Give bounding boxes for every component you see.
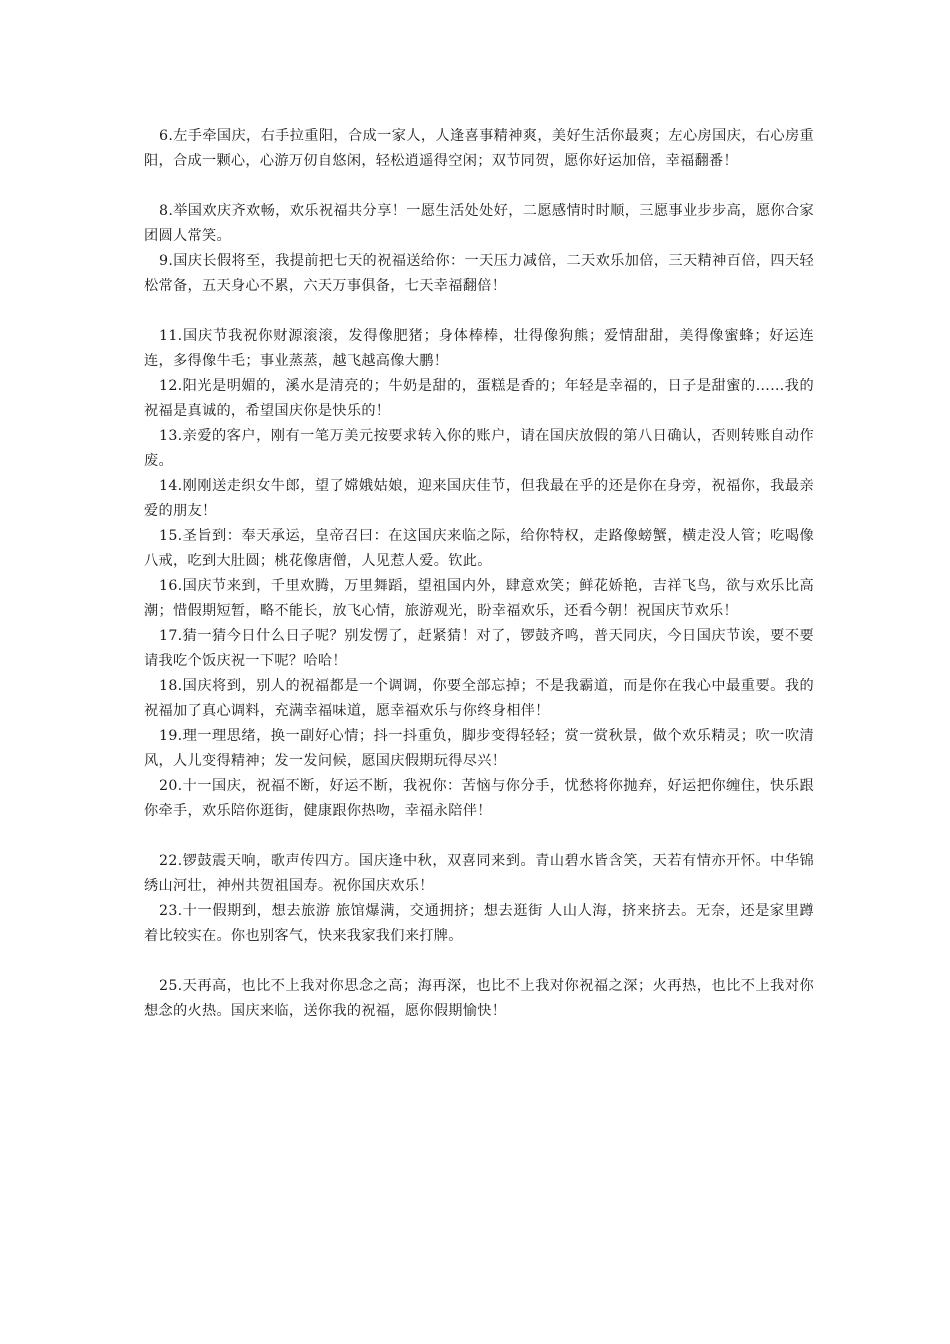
paragraph-23: 23.十一假期到，想去旅游 旅馆爆满，交通拥挤；想去逛街 人山人海，挤来挤去。无奈，还是家里蹲着比较实在。你也别客气，快来我家我们来打牌。 (144, 903, 814, 944)
paragraph-gap (144, 824, 814, 849)
paragraph-gap (144, 949, 814, 974)
paragraph-18: 18.国庆将到，别人的祝福都是一个调调，你要全部忘掉；不是我霸道，而是你在我心中最重要。我的祝福加了真心调料，充满幸福味道，愿幸福欢乐与你终身相伴！ (144, 678, 814, 719)
paragraph-14: 14.刚刚送走织女牛郎，望了嫦娥姑娘，迎来国庆佳节，但我最在乎的还是你在身旁，祝福你，我最亲爱的朋友！ (144, 478, 814, 519)
paragraph-9: 9.国庆长假将至，我提前把七天的祝福送给你：一天压力减倍，二天欢乐加倍，三天精神百倍，四天轻松常备，五天身心不累，六天万事俱备，七天幸福翻倍！ (144, 253, 814, 294)
paragraph-gap (144, 174, 814, 199)
paragraph-19: 19.理一理思绪，换一副好心情；抖一抖重负，脚步变得轻轻；赏一赏秋景，做个欢乐精灵；吹一吹清风，人儿变得精神；发一发问候，愿国庆假期玩得尽兴！ (144, 728, 814, 769)
paragraph-25: 25.天再高，也比不上我对你思念之高；海再深，也比不上我对你祝福之深；火再热，也比不上我对你想念的火热。国庆来临，送你我的祝福，愿你假期愉快！ (144, 978, 814, 1019)
paragraph-13: 13.亲爱的客户，刚有一笔万美元按要求转入你的账户，请在国庆放假的第八日确认，否则转账自动作废。 (144, 428, 814, 469)
document-body (144, 124, 814, 1024)
paragraph-gap (144, 299, 814, 324)
paragraph-12: 12.阳光是明媚的，溪水是清亮的；牛奶是甜的，蛋糕是香的；年轻是幸福的，日子是甜蜜的……我的祝福是真诚的，希望国庆你是快乐的！ (144, 378, 814, 419)
paragraph-20: 20.十一国庆，祝福不断，好运不断，我祝你：苦恼与你分手，忧愁将你抛弃，好运把你缠住，快乐跟你牵手，欢乐陪你逛街，健康跟你热吻，幸福永陪伴！ (144, 778, 814, 819)
paragraph-22: 22.锣鼓震天响，歌声传四方。国庆逢中秋，双喜同来到。青山碧水皆含笑，天若有情亦开怀。中华锦绣山河壮，神州共贺祖国寿。祝你国庆欢乐！ (144, 853, 814, 894)
paragraph-8: 8.举国欢庆齐欢畅，欢乐祝福共分享！一愿生活处处好，二愿感情时时顺，三愿事业步步高，愿你合家团圆人常笑。 (144, 203, 814, 244)
paragraph-6: 6.左手牵国庆，右手拉重阳，合成一家人，人逢喜事精神爽，美好生活你最爽；左心房国庆，右心房重阳，合成一颗心，心游万仞自悠闲，轻松逍遥得空闲；双节同贺，愿你好运加倍，幸福翻番！ (144, 128, 814, 169)
paragraph-11: 11.国庆节我祝你财源滚滚，发得像肥猪；身体棒棒，壮得像狗熊；爱情甜甜，美得像蜜蜂；好运连连，多得像牛毛；事业蒸蒸，越飞越高像大鹏！ (144, 328, 814, 369)
paragraph-17: 17.猜一猜今日什么日子呢？别发愣了，赶紧猜！对了，锣鼓齐鸣，普天同庆，今日国庆节诶，要不要请我吃个饭庆祝一下呢？哈哈！ (144, 628, 814, 669)
paragraph-15: 15.圣旨到：奉天承运，皇帝召曰：在这国庆来临之际，给你特权，走路像螃蟹，横走没人管；吃喝像八戒，吃到大肚圆；桃花像唐僧，人见惹人爱。钦此。 (144, 528, 814, 569)
paragraph-16: 16.国庆节来到，千里欢腾，万里舞蹈，望祖国内外，肆意欢笑；鲜花娇艳，吉祥飞鸟，欲与欢乐比高潮；惜假期短暂，略不能长，放飞心情，旅游观光，盼幸福欢乐，还看今朝！祝国庆节欢乐！ (144, 578, 814, 619)
